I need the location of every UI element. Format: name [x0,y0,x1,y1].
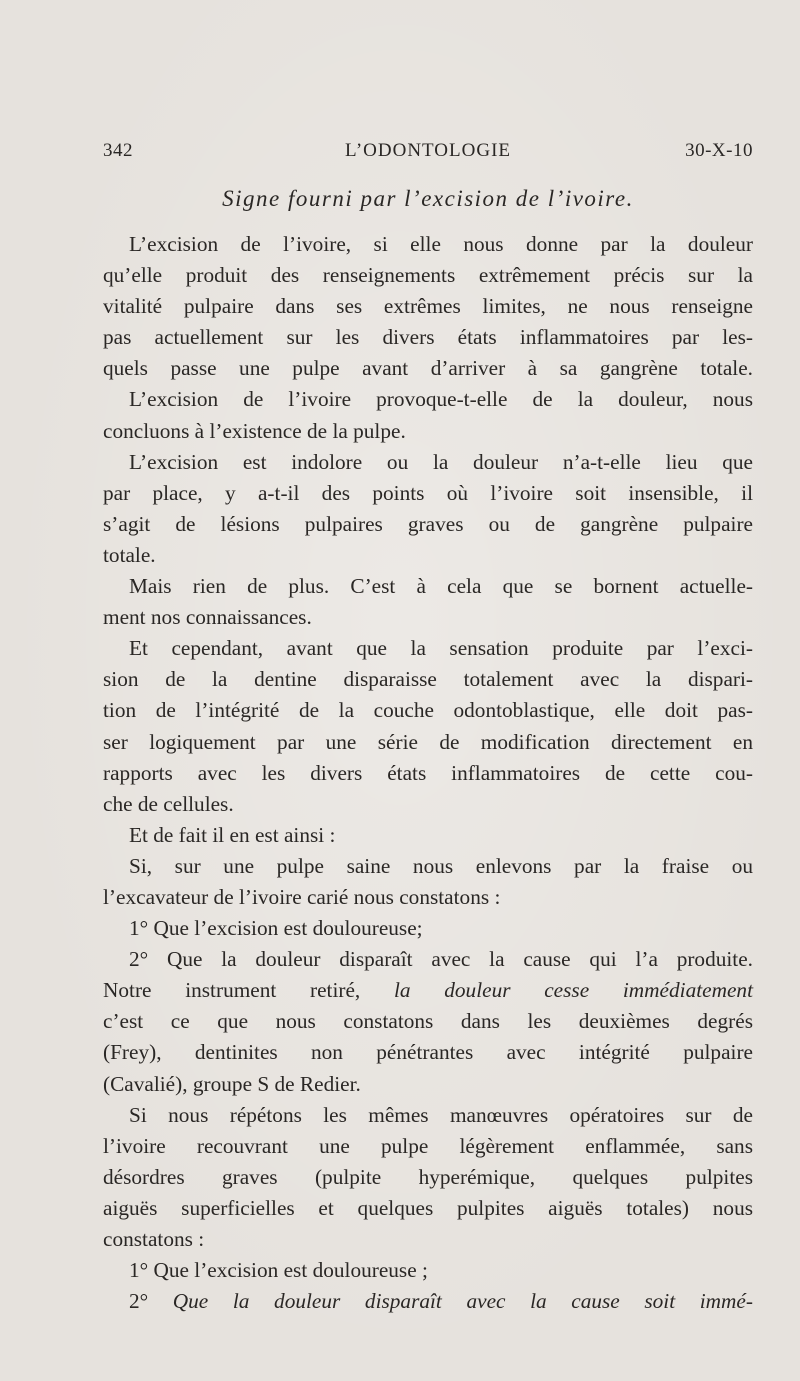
journal-title: L’ODONTOLOGIE [344,140,512,161]
text-line: quels passe une pulpe avant d’arriver à sa gangrène totale. [103,356,753,381]
text-line: 1° Que l’excision est douloureuse; [129,916,423,941]
text-span: 2° [129,1289,173,1314]
text-line: constatons : [103,1227,205,1251]
text-line: rapports avec les divers états inflammatoires de cette cou- [103,760,753,785]
text-line: (Frey), dentinites non pénétrantes avec intégrité pulpaire [103,1040,753,1065]
text-line: 2° Que la douleur disparaît avec la cause qui l’a produite. [129,947,753,972]
text-line [103,1286,753,1317]
text-line: l’excavateur de l’ivoire carié nous constatons : [103,884,501,909]
text-line: concluons à l’existence de la pulpe. [103,418,406,443]
text-line: Et de fait il en est ainsi : [129,822,336,847]
text-line: Et cependant, avant que la sensation produite par l’exci- [129,636,753,661]
text-line: Si, sur une pulpe saine nous enlevons par la fraise ou [129,853,753,878]
page-number: 342 [103,140,133,161]
text-line: 1° Que l’excision est douloureuse ; [129,1258,428,1283]
text-line: aiguës superficielles et quelques pulpites aiguës totales) nous [103,1195,753,1220]
text-line: tion de l’intégrité de la couche odontoblastique, elle doit pas- [103,698,753,723]
text-line: s’agit de lésions pulpaires graves ou de gangrène pulpaire [103,511,753,536]
running-head [103,140,753,166]
text-line: L’excision est indolore ou la douleur n’a-t-elle lieu que [129,449,753,474]
text-line: pas actuellement sur les divers états inflammatoires par les- [103,325,753,350]
text-line: l’ivoire recouvrant une pulpe légèrement enflammée, sans [103,1133,753,1158]
section-title: Signe fourni par l’excision de l’ivoire. [222,186,634,211]
text-line: ment nos connaissances. [103,605,312,630]
text-line [103,975,753,1006]
text-line: L’excision de l’ivoire, si elle nous donne par la douleur [129,232,753,256]
text-line: Mais rien de plus. C’est à cela que se bornent actuelle- [129,574,753,599]
text-line: sion de la dentine disparaisse totalement avec la dispari- [103,667,753,692]
text-line: c’est ce que nous constatons dans les deuxièmes degrés [103,1009,753,1034]
body-text [103,229,753,1317]
text-line: par place, y a-t-il des points où l’ivoire soit insensible, il [103,480,753,505]
emphasis: la douleur cesse immédiatement [393,978,753,1003]
text-line: Si nous répétons les mêmes manœuvres opératoires sur de [129,1102,753,1127]
text-span: Notre instrument retiré, [103,978,394,1003]
emphasis: Que la douleur disparaît avec la cause soit immé- [172,1289,753,1314]
text-line: che de cellules. [103,791,234,816]
text-line: L’excision de l’ivoire provoque-t-elle de la douleur, nous [129,387,753,412]
issue-date: 30-X-10 [685,140,753,161]
text-line: totale. [103,542,156,567]
text-line: (Cavalié), groupe S de Redier. [103,1071,361,1096]
text-line: qu’elle produit des renseignements extrêmement précis sur la [103,263,753,288]
text-line: vitalité pulpaire dans ses extrêmes limites, ne nous renseigne [103,294,753,319]
text-line: ser logiquement par une série de modification directement en [103,729,753,754]
text-line: désordres graves (pulpite hyperémique, quelques pulpites [103,1164,753,1189]
